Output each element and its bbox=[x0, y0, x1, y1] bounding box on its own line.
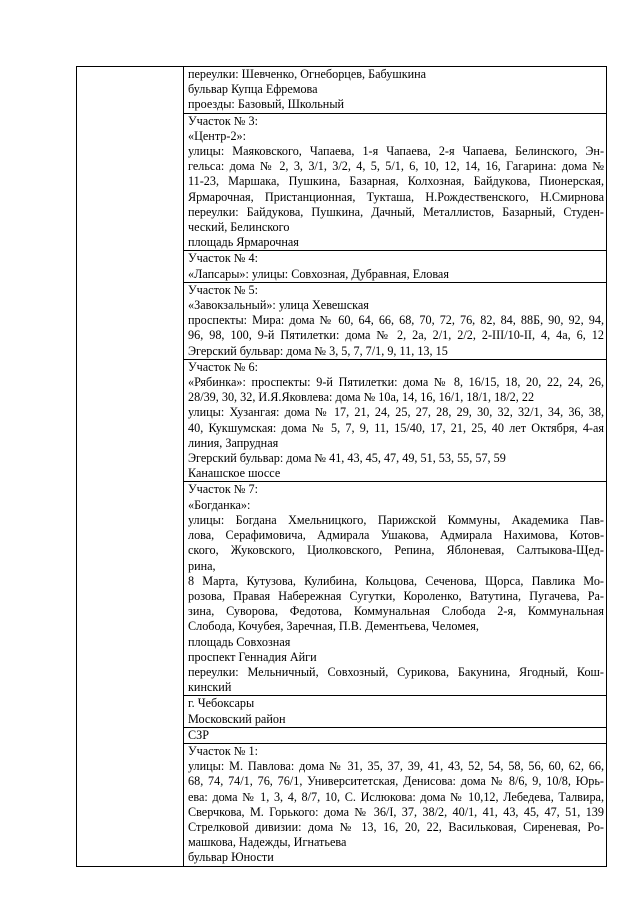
districts-table bbox=[76, 66, 607, 867]
text-line: лова, Серафимовича, Адмирала Ушакова, Адмирала Нахимова, Котов- bbox=[188, 528, 604, 543]
text-line: Участок № 6: bbox=[188, 359, 258, 374]
text-line: «Завокзальный»: улица Хевешская bbox=[188, 298, 369, 313]
text-line: проспект Геннадия Айги bbox=[188, 649, 317, 664]
text-line: рина, bbox=[188, 558, 216, 573]
text-line: «Центр-2»: bbox=[188, 128, 247, 143]
text-line: улицы: Богдана Хмельницкого, Парижской Коммуны, Академика Пав- bbox=[188, 512, 604, 527]
text-line: переулки: Мельничный, Совхозный, Сурикова, Бакунина, Ягодный, Кош- bbox=[188, 664, 604, 679]
text-line: Канашское шоссе bbox=[188, 466, 281, 481]
text-line: улицы: Хузангая: дома № 17, 21, 24, 25, 27, 28, 29, 30, 32, 32/1, 34, 36, 38, bbox=[188, 405, 604, 420]
text-line: площадь Совхозная bbox=[188, 634, 291, 649]
text-line: ческий, Белинского bbox=[188, 220, 290, 235]
text-line: переулки: Байдукова, Пушкина, Дачный, Металлистов, Базарный, Студен- bbox=[188, 204, 604, 219]
row-cell bbox=[184, 359, 607, 482]
text-line: гельса: дома № 2, 3, 3/1, 3/2, 4, 5, 5/1, 6, 10, 12, 14, 16, Гагарина: дома № bbox=[188, 159, 604, 174]
text-line: машкова, Надежды, Игнатьева bbox=[188, 835, 347, 850]
text-line: Участок № 1: bbox=[188, 743, 258, 758]
table-row bbox=[77, 67, 607, 114]
text-line: Слобода, Кочубея, Заречная, П.В. Дементьева, Челомея, bbox=[188, 619, 479, 634]
text-line: бульвар Купца Ефремова bbox=[188, 82, 318, 97]
text-line: г. Чебоксары bbox=[188, 696, 255, 711]
text-line: розова, Правая Набережная Сугутки, Короленко, Ватутина, Пугачева, Ра- bbox=[188, 588, 604, 603]
text-line: переулки: Шевченко, Огнеборцев, Бабушкина bbox=[188, 67, 427, 81]
text-line: 96, 98, 100, 9-й Пятилетки: дома № 2, 2а, 2/1, 2/2, 2-III/10-II, 4, 4а, 6, 12 bbox=[188, 328, 604, 343]
row-cell bbox=[184, 251, 607, 282]
text-line: Стрелковой дивизии: дома № 13, 16, 20, 22, Васильковая, Сиреневая, Ро- bbox=[188, 819, 604, 834]
text-line: улицы: Маяковского, Чапаева, 1-я Чапаева, 2-я Чапаева, Белинского, Эн- bbox=[188, 144, 604, 159]
left-cell bbox=[77, 67, 184, 867]
text-line: улицы: М. Павлова: дома № 31, 35, 37, 39, 41, 43, 52, 54, 58, 56, 60, 62, 66, bbox=[188, 759, 604, 774]
text-line: ева: дома № 1, 3, 4, 8/7, 10, С. Ислюкова: дома № 10,12, Лебедева, Талвира, bbox=[188, 789, 604, 804]
row-cell bbox=[184, 727, 607, 743]
text-line: «Лапсары»: улицы: Совхозная, Дубравная, Еловая bbox=[188, 266, 449, 281]
text-line: «Рябинка»: проспекты: 9-й Пятилетки: дома № 8, 16/15, 18, 20, 22, 24, 26, bbox=[188, 375, 604, 390]
text-line: 11-23, Маршака, Пушкина, Базарная, Колхозная, Байдукова, Пионерская, bbox=[188, 174, 604, 189]
row-cell bbox=[184, 482, 607, 696]
text-line: бульвар Юности bbox=[188, 850, 274, 865]
text-line: Московский район bbox=[188, 711, 286, 726]
text-line: Участок № 7: bbox=[188, 482, 258, 497]
text-line: Эгерский бульвар: дома № 41, 43, 45, 47, 49, 51, 53, 55, 57, 59 bbox=[188, 451, 506, 466]
text-line: Эгерский бульвар: дома № 3, 5, 7, 7/1, 9, 11, 13, 15 bbox=[188, 343, 448, 358]
text-line: Участок № 4: bbox=[188, 251, 258, 266]
text-line: Участок № 3: bbox=[188, 113, 258, 128]
row-cell bbox=[184, 282, 607, 359]
row-cell bbox=[184, 696, 607, 727]
text-line: площадь Ярмарочная bbox=[188, 235, 299, 250]
text-line: 68, 74, 74/1, 76, 76/1, Университетская, Денисова: дома № 8/6, 9, 10/8, Юрь- bbox=[188, 774, 604, 789]
text-line: зина, Суворова, Федотова, Коммунальная Слобода 2-я, Коммунальная bbox=[188, 604, 604, 619]
row-cell bbox=[184, 67, 607, 114]
text-line: проезды: Базовый, Школьный bbox=[188, 97, 345, 112]
text-line: СЗР bbox=[188, 727, 210, 742]
text-line: «Богданка»: bbox=[188, 497, 251, 512]
text-line: ского, Жуковского, Циолковского, Репина, Яблоневая, Салтыкова-Щед- bbox=[188, 543, 604, 558]
text-line: линия, Запрудная bbox=[188, 435, 279, 450]
row-cell bbox=[184, 743, 607, 866]
row-cell bbox=[184, 113, 607, 251]
text-line: кинский bbox=[188, 680, 232, 695]
text-line: 8 Марта, Кутузова, Кулибина, Кольцова, Сеченова, Щорса, Павлика Мо- bbox=[188, 573, 604, 588]
text-line: проспекты: Мира: дома № 60, 64, 66, 68, 70, 72, 76, 82, 84, 88Б, 90, 92, 94, bbox=[188, 313, 604, 328]
text-line: Ярмарочная, Пристанционная, Тукташа, Н.Рождественского, Н.Смирнова bbox=[188, 189, 604, 204]
text-line: Сверчкова, М. Горького: дома № 36/I, 37, 38/2, 40/1, 41, 43, 45, 47, 51, 139 bbox=[188, 804, 604, 819]
text-line: Участок № 5: bbox=[188, 282, 258, 297]
text-line: 40, Кукшумская: дома № 5, 7, 9, 11, 15/40, 17, 21, 25, 40 лет Октября, 4-ая bbox=[188, 420, 604, 435]
text-line: 28/39, 30, 32, И.Я.Яковлева: дома № 10а, 14, 16, 16/1, 18/1, 18/2, 22 bbox=[188, 390, 535, 405]
